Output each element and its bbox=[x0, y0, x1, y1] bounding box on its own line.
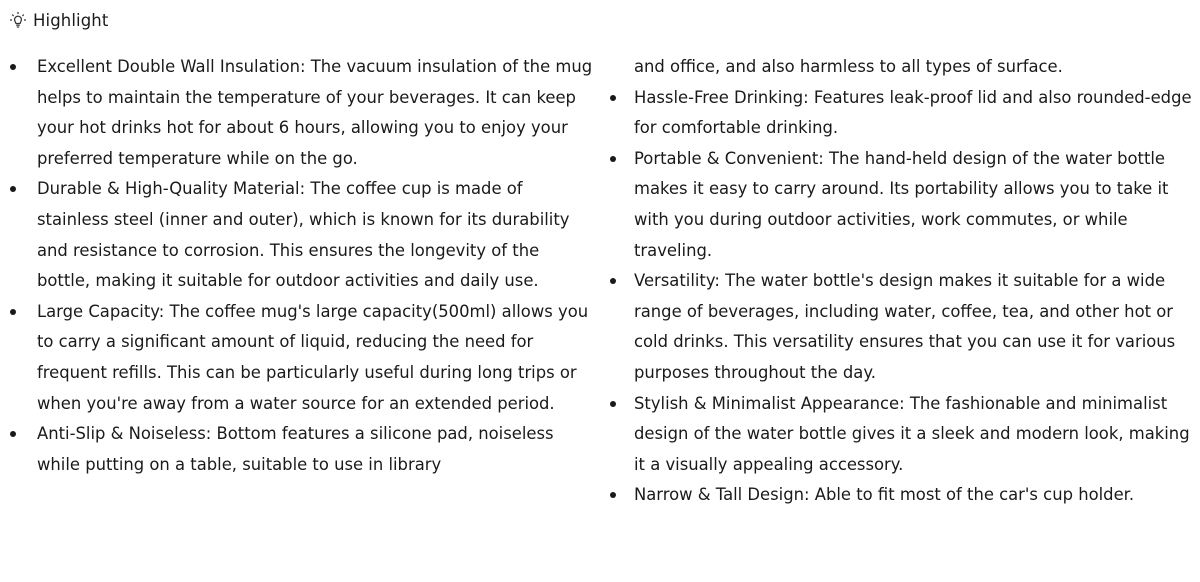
bullet-icon bbox=[10, 64, 16, 70]
list-item bbox=[0, 52, 596, 174]
bullet-icon bbox=[10, 431, 16, 437]
list-item bbox=[597, 266, 1200, 388]
lightbulb-icon bbox=[8, 10, 28, 30]
section-title: Highlight bbox=[33, 10, 109, 30]
list-item-text: and office, and also harmless to all types of surface. bbox=[634, 57, 1063, 76]
list-item-text: Anti-Slip & Noiseless: Bottom features a silicone pad, noiseless while putting on a table, suitable to use in library bbox=[37, 424, 554, 474]
highlight-list-right bbox=[597, 52, 1200, 511]
bullet-icon bbox=[10, 186, 16, 192]
highlight-list-left bbox=[0, 52, 596, 480]
list-item-continuation bbox=[597, 52, 1200, 83]
list-item bbox=[0, 174, 596, 296]
list-item bbox=[597, 389, 1200, 481]
bullet-icon bbox=[610, 156, 616, 162]
bullet-icon bbox=[610, 95, 616, 101]
list-item bbox=[0, 419, 596, 480]
list-item-text: Stylish & Minimalist Appearance: The fashionable and minimalist design of the water bottle gives it a sleek and modern look, making it a visually appealing accessory. bbox=[634, 393, 1190, 474]
list-item bbox=[0, 297, 596, 419]
list-item-text: Versatility: The water bottle's design makes it suitable for a wide range of beverages, including water, coffee, tea, and other hot or cold drinks. This versatility ensures that you can use it for various purposes throughout the day. bbox=[634, 271, 1176, 382]
list-item bbox=[597, 83, 1200, 144]
list-item-text: Excellent Double Wall Insulation: The vacuum insulation of the mug helps to maintain the temperature of your beverages. It can keep your hot drinks hot for about 6 hours, allowing you to enjoy your preferred temperature while on the go. bbox=[37, 57, 593, 168]
list-item-text: Durable & High-Quality Material: The coffee cup is made of stainless steel (inner and outer), which is known for its durability and resistance to corrosion. This ensures the longevity of the bottle, making it suitable for outdoor activities and daily use. bbox=[37, 179, 570, 291]
bullet-icon bbox=[610, 401, 616, 407]
list-item bbox=[597, 480, 1200, 511]
bullet-icon bbox=[10, 309, 16, 315]
list-item-text: Large Capacity: The coffee mug's large capacity(500ml) allows you to carry a significant amount of liquid, reducing the need for frequent refills. This can be particularly useful during long trips or when you're away from a water source for an extended period. bbox=[37, 301, 589, 413]
list-item-text: Hassle-Free Drinking: Features leak-proof lid and also rounded-edge for comfortable drinking. bbox=[634, 87, 1192, 138]
list-item-text: Portable & Convenient: The hand-held design of the water bottle makes it easy to carry around. Its portability allows you to take it with you during outdoor activities, work commutes, or while traveling. bbox=[634, 148, 1169, 260]
section-header bbox=[8, 8, 108, 32]
list-item-text: Narrow & Tall Design: Able to fit most of the car's cup holder. bbox=[634, 485, 1135, 505]
bullet-icon bbox=[610, 492, 616, 498]
bullet-icon bbox=[610, 278, 616, 284]
list-item bbox=[597, 144, 1200, 266]
